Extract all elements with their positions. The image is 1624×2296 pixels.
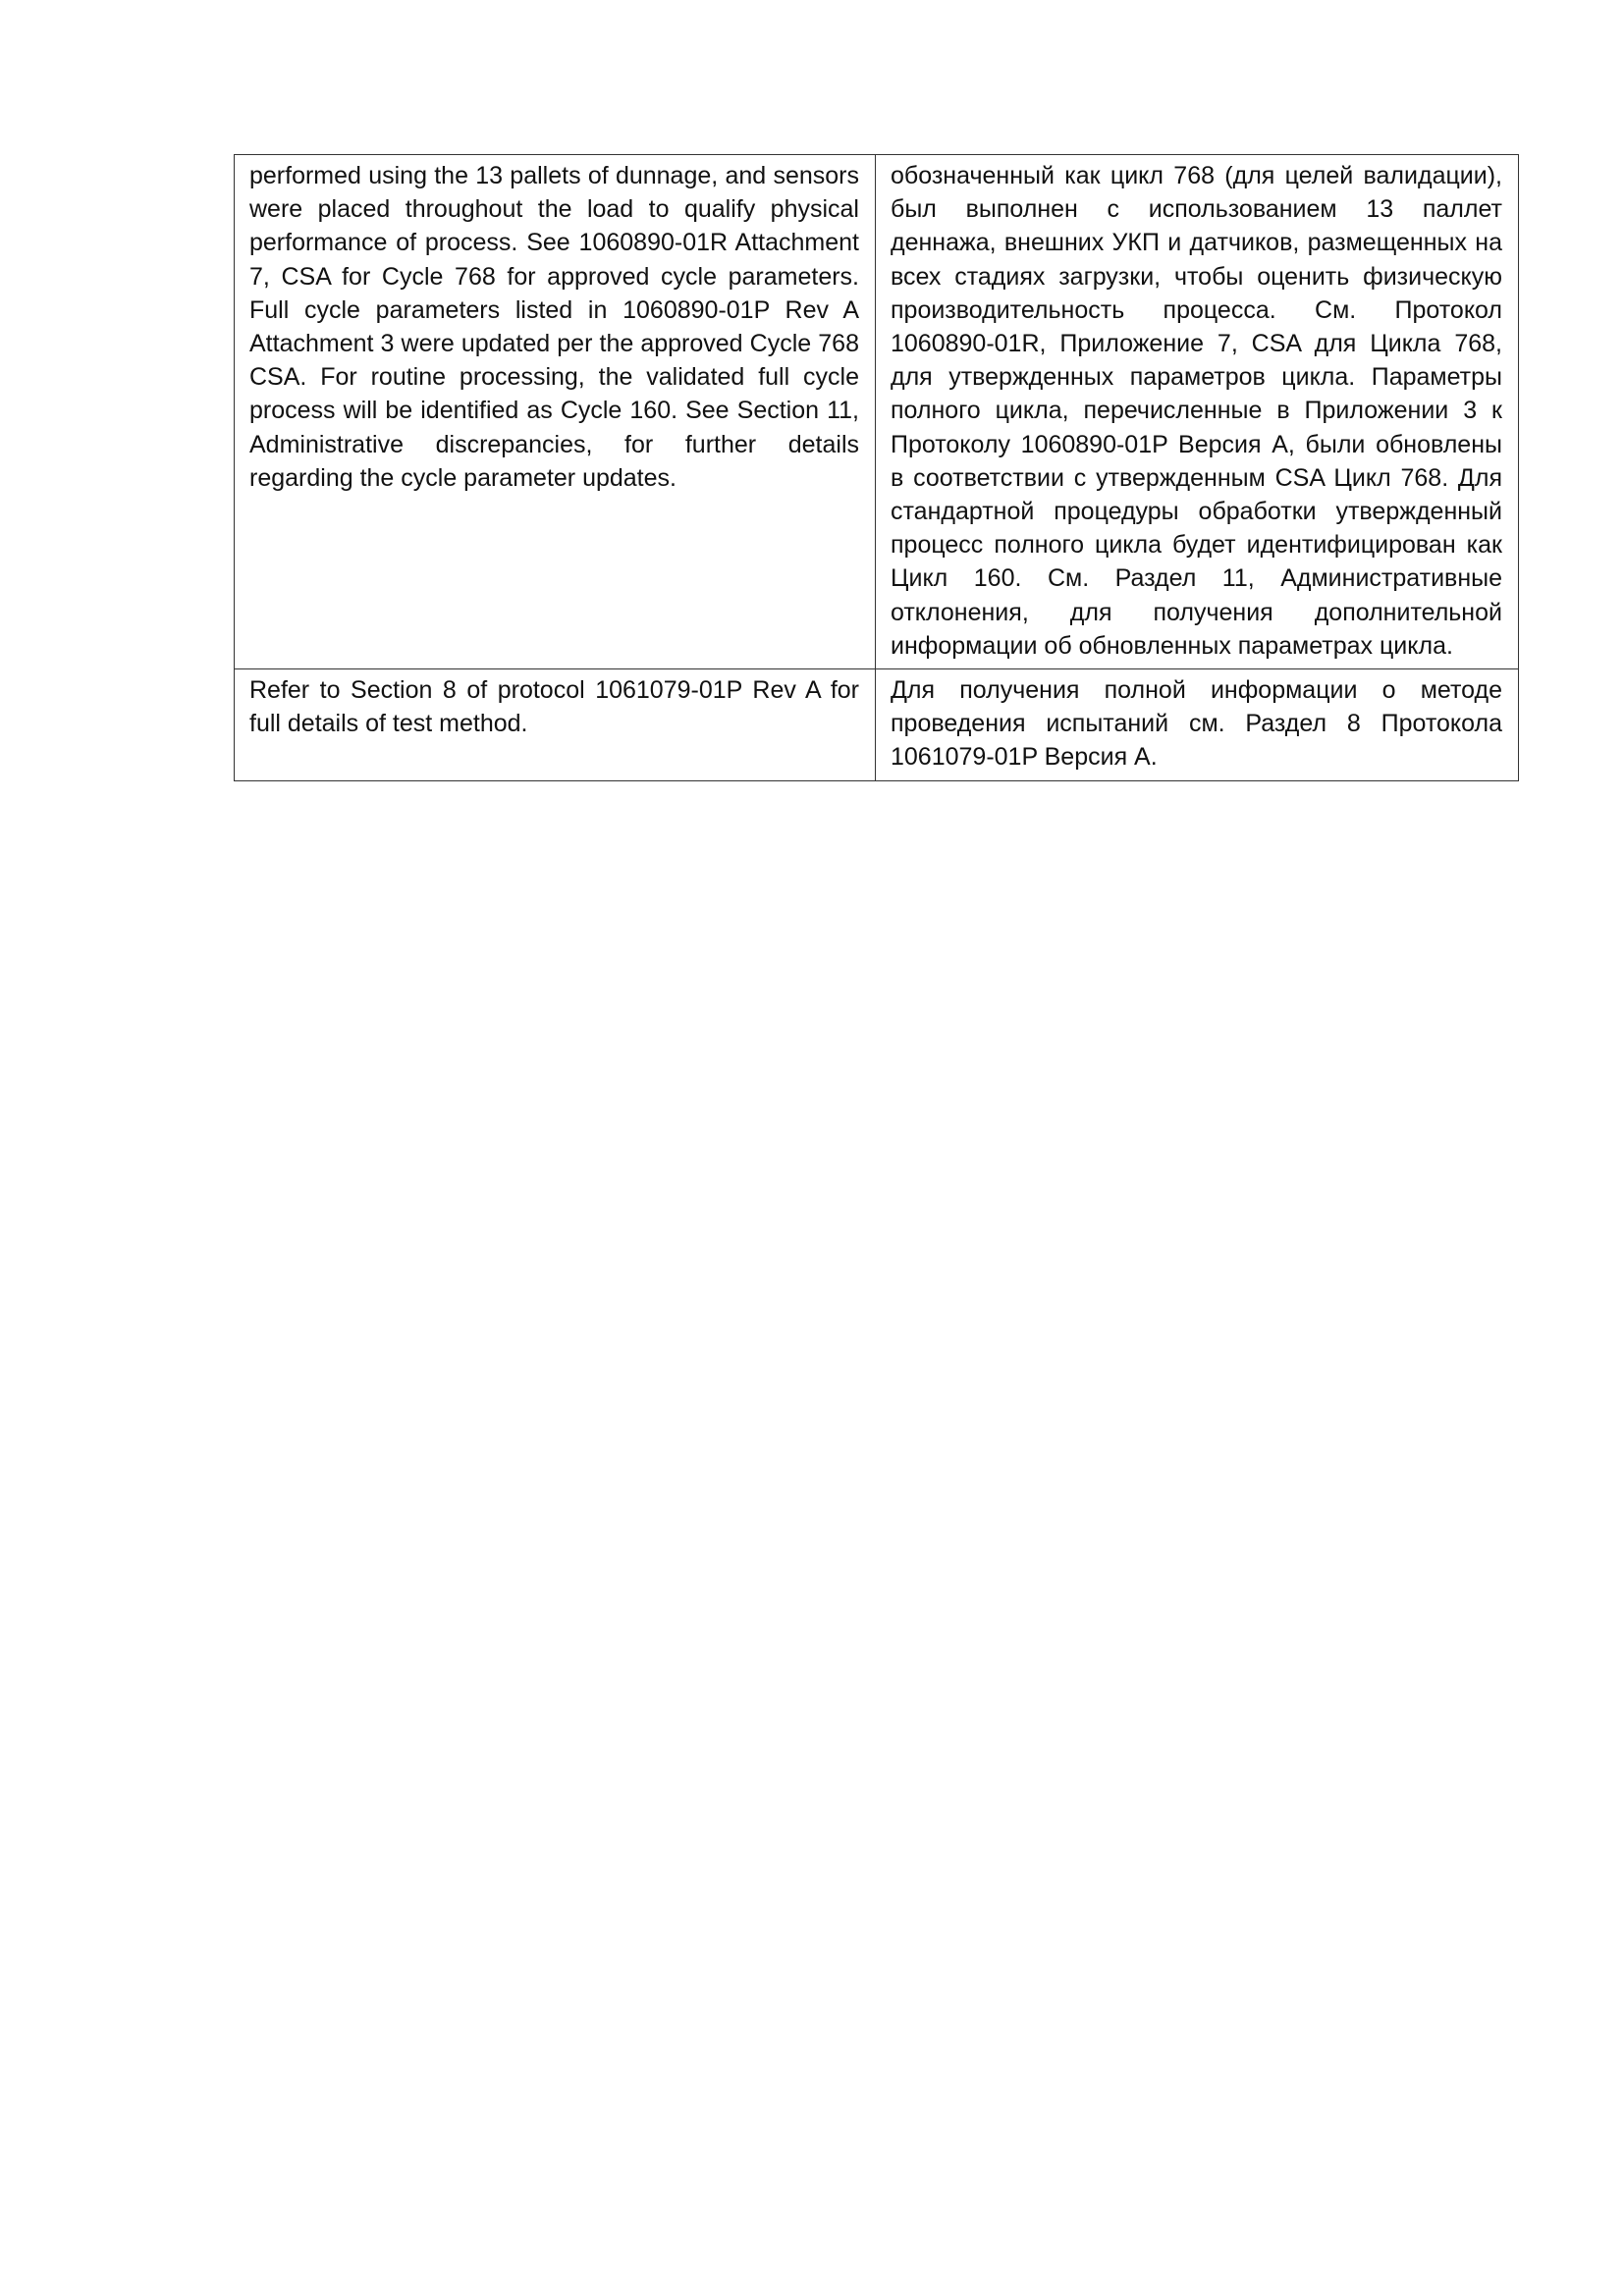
russian-cell: обозначенный как цикл 768 (для целей валидации), был выполнен с использованием 13 паллет деннажа, внешних УКП и датчиков, размещенных на всех стадиях загрузки, чтобы оценить физическую производительность процесса. См. Протокол 1060890-01R, Приложение 7, CSA для Цикла 768, для утвержденных параметров цикла. Параметры полного цикла, перечисленные в Приложении 3 к Протоколу 1060890-01P Версия А, были обновлены в соответствии с утвержденным CSA Цикл 768. Для стандартной процедуры обработки утвержденный процесс полного цикла будет идентифицирован как Цикл 160. См. Раздел 11, Административные отклонения, для получения дополнительной информации об обновленных параметрах цикла. bbox=[876, 155, 1519, 669]
table-row bbox=[235, 669, 1519, 781]
bilingual-table bbox=[234, 154, 1519, 781]
table-row bbox=[235, 155, 1519, 669]
english-cell: Refer to Section 8 of protocol 1061079-01P Rev A for full details of test method. bbox=[235, 669, 876, 781]
english-cell: performed using the 13 pallets of dunnage, and sensors were placed throughout the load to qualify physical performance of process. See 1060890-01R Attachment 7, CSA for Cycle 768 for approved cycle parameters. Full cycle parameters listed in 1060890-01P Rev A Attachment 3 were updated per the approved Cycle 768 CSA. For routine processing, the validated full cycle process will be identified as Cycle 160. See Section 11, Administrative discrepancies, for further details regarding the cycle parameter updates. bbox=[235, 155, 876, 669]
russian-cell: Для получения полной информации о методе проведения испытаний см. Раздел 8 Протокола 1061079-01P Версия А. bbox=[876, 669, 1519, 781]
